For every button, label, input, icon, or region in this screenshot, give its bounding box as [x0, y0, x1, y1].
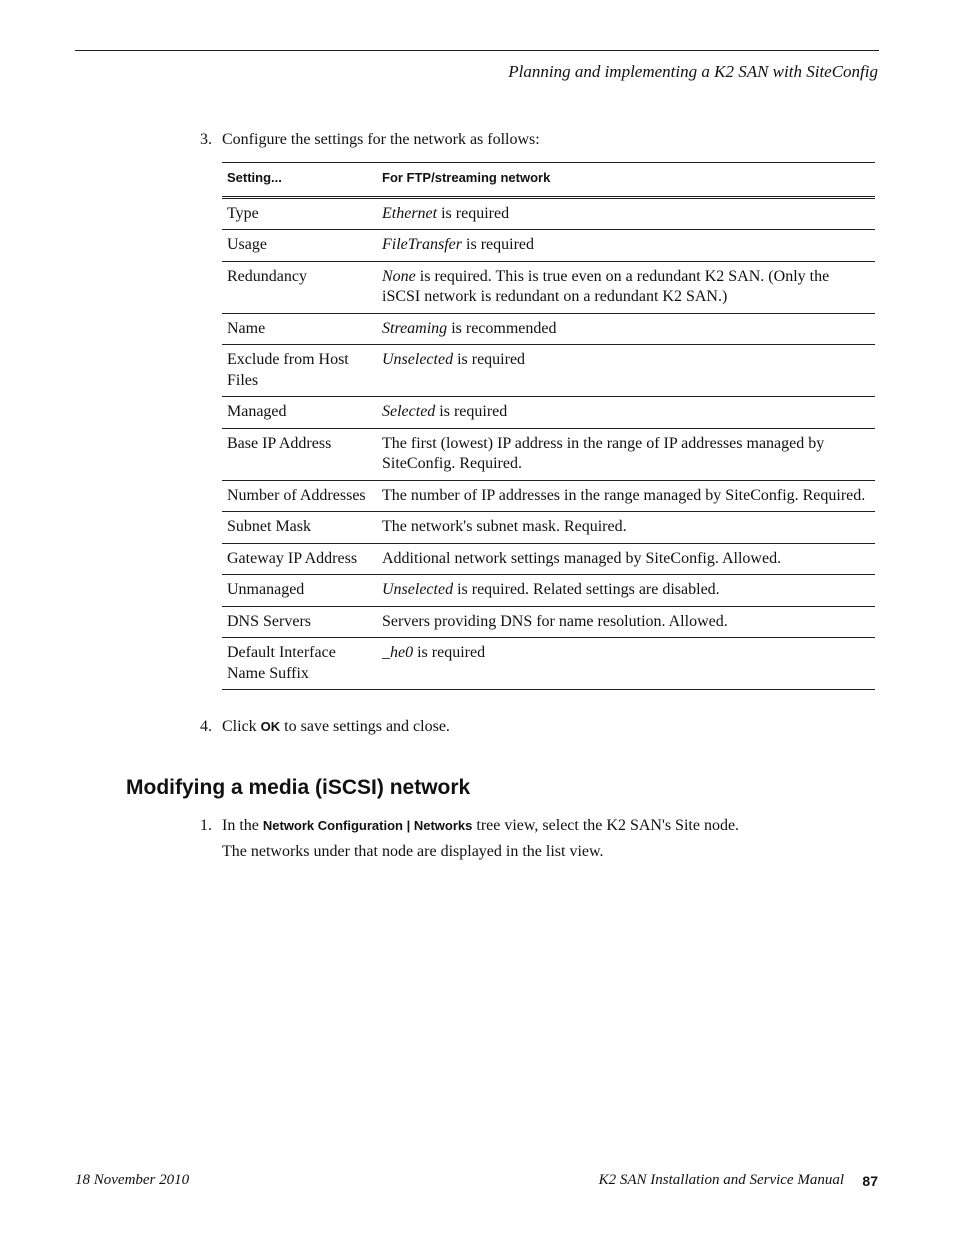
setting-name-cell: Usage — [222, 230, 377, 262]
step-1-note: The networks under that node are displayed in the list view. — [222, 843, 604, 860]
setting-value-cell — [377, 397, 875, 429]
setting-value-emphasis: None — [382, 267, 416, 285]
setting-name-cell: Base IP Address — [222, 428, 377, 480]
setting-value-cell — [377, 345, 875, 397]
setting-value-cell — [377, 230, 875, 262]
table-row — [222, 428, 875, 480]
setting-name-cell: Gateway IP Address — [222, 543, 377, 575]
setting-value-text: is required. This is true even on a redundant K2 SAN. (Only the iSCSI network is redundant on a redundant K2 SAN.) — [382, 267, 830, 305]
setting-name-cell: Redundancy — [222, 261, 377, 313]
footer-manual-title: K2 SAN Installation and Service Manual — [598, 1172, 844, 1188]
network-settings-table — [222, 162, 875, 690]
table-row — [222, 313, 875, 345]
ok-button-reference: OK — [260, 719, 281, 734]
setting-value-text: Servers providing DNS for name resolution. Allowed. — [382, 612, 728, 630]
table-body — [222, 197, 875, 690]
setting-value-cell — [377, 313, 875, 345]
setting-name-cell: Name — [222, 313, 377, 345]
setting-value-text: is required — [462, 236, 534, 253]
setting-value-text: The network's subnet mask. Required. — [382, 518, 627, 535]
table-row — [222, 575, 875, 607]
setting-value-text: The first (lowest) IP address in the range of IP addresses managed by SiteConfig. Required. — [382, 434, 825, 472]
table-row — [222, 512, 875, 544]
step-number: 1. — [200, 817, 212, 834]
setting-value-emphasis: Streaming — [382, 319, 448, 337]
table-row — [222, 345, 875, 397]
setting-value-text: is required — [453, 351, 526, 368]
footer-date: 18 November 2010 — [75, 1172, 190, 1188]
setting-value-cell — [377, 197, 875, 230]
step-text: Click — [222, 718, 261, 735]
step-text: tree view, select the K2 SAN's Site node. — [472, 817, 740, 834]
table-row — [222, 480, 875, 512]
setting-value-text: is required — [435, 403, 508, 420]
table-row — [222, 197, 875, 230]
section-heading: Modifying a media (iSCSI) network — [126, 776, 471, 799]
setting-name-cell: DNS Servers — [222, 606, 377, 638]
ui-path-reference: Network Configuration | Networks — [262, 818, 473, 833]
running-header: Planning and implementing a K2 SAN with SiteConfig — [508, 62, 878, 81]
page-number: 87 — [862, 1173, 878, 1189]
step-text: In the — [222, 817, 263, 834]
step-3 — [200, 130, 540, 150]
header-rule — [75, 50, 879, 51]
table-row — [222, 543, 875, 575]
table-row — [222, 638, 875, 690]
step-text: to save settings and close. — [280, 718, 450, 735]
table-row — [222, 397, 875, 429]
setting-value-text: is recommended — [447, 319, 557, 337]
setting-name-cell: Type — [222, 197, 377, 230]
setting-value-cell — [377, 512, 875, 544]
setting-value-cell — [377, 543, 875, 575]
step-number: 3. — [200, 131, 212, 148]
step-number: 4. — [200, 718, 212, 735]
table-row — [222, 230, 875, 262]
setting-value-emphasis: Selected — [382, 403, 436, 420]
setting-name-cell: Default Interface Name Suffix — [222, 638, 377, 690]
column-header-setting: Setting... — [222, 163, 377, 198]
setting-value-text: is required — [437, 204, 510, 222]
step-text: Configure the settings for the network as follows: — [222, 131, 540, 148]
setting-value-emphasis: FileTransfer — [382, 236, 463, 253]
setting-value-cell — [377, 638, 875, 690]
setting-value-text: is required — [413, 644, 486, 661]
setting-value-cell — [377, 428, 875, 480]
table-header-row — [222, 163, 875, 198]
setting-name-cell: Number of Addresses — [222, 480, 377, 512]
table-row — [222, 606, 875, 638]
setting-value-emphasis: Unselected — [382, 581, 454, 598]
setting-name-cell: Managed — [222, 397, 377, 429]
setting-value-text: The number of IP addresses in the range managed by SiteConfig. Required. — [382, 486, 866, 504]
setting-value-emphasis: Unselected — [382, 351, 454, 368]
setting-value-cell — [377, 575, 875, 607]
setting-name-cell: Exclude from Host Files — [222, 345, 377, 397]
setting-value-cell — [377, 480, 875, 512]
table-row — [222, 261, 875, 313]
setting-value-text: Additional network settings managed by SiteConfig. Allowed. — [382, 549, 782, 567]
section-step-1 — [200, 816, 739, 836]
setting-value-emphasis: Ethernet — [382, 204, 438, 222]
setting-value-cell — [377, 606, 875, 638]
setting-value-emphasis: _he0 — [382, 644, 414, 661]
setting-value-cell — [377, 261, 875, 313]
setting-name-cell: Unmanaged — [222, 575, 377, 607]
step-4 — [200, 717, 450, 737]
setting-value-text: is required. Related settings are disabled. — [453, 581, 720, 598]
setting-name-cell: Subnet Mask — [222, 512, 377, 544]
column-header-ftp-streaming: For FTP/streaming network — [377, 163, 875, 198]
